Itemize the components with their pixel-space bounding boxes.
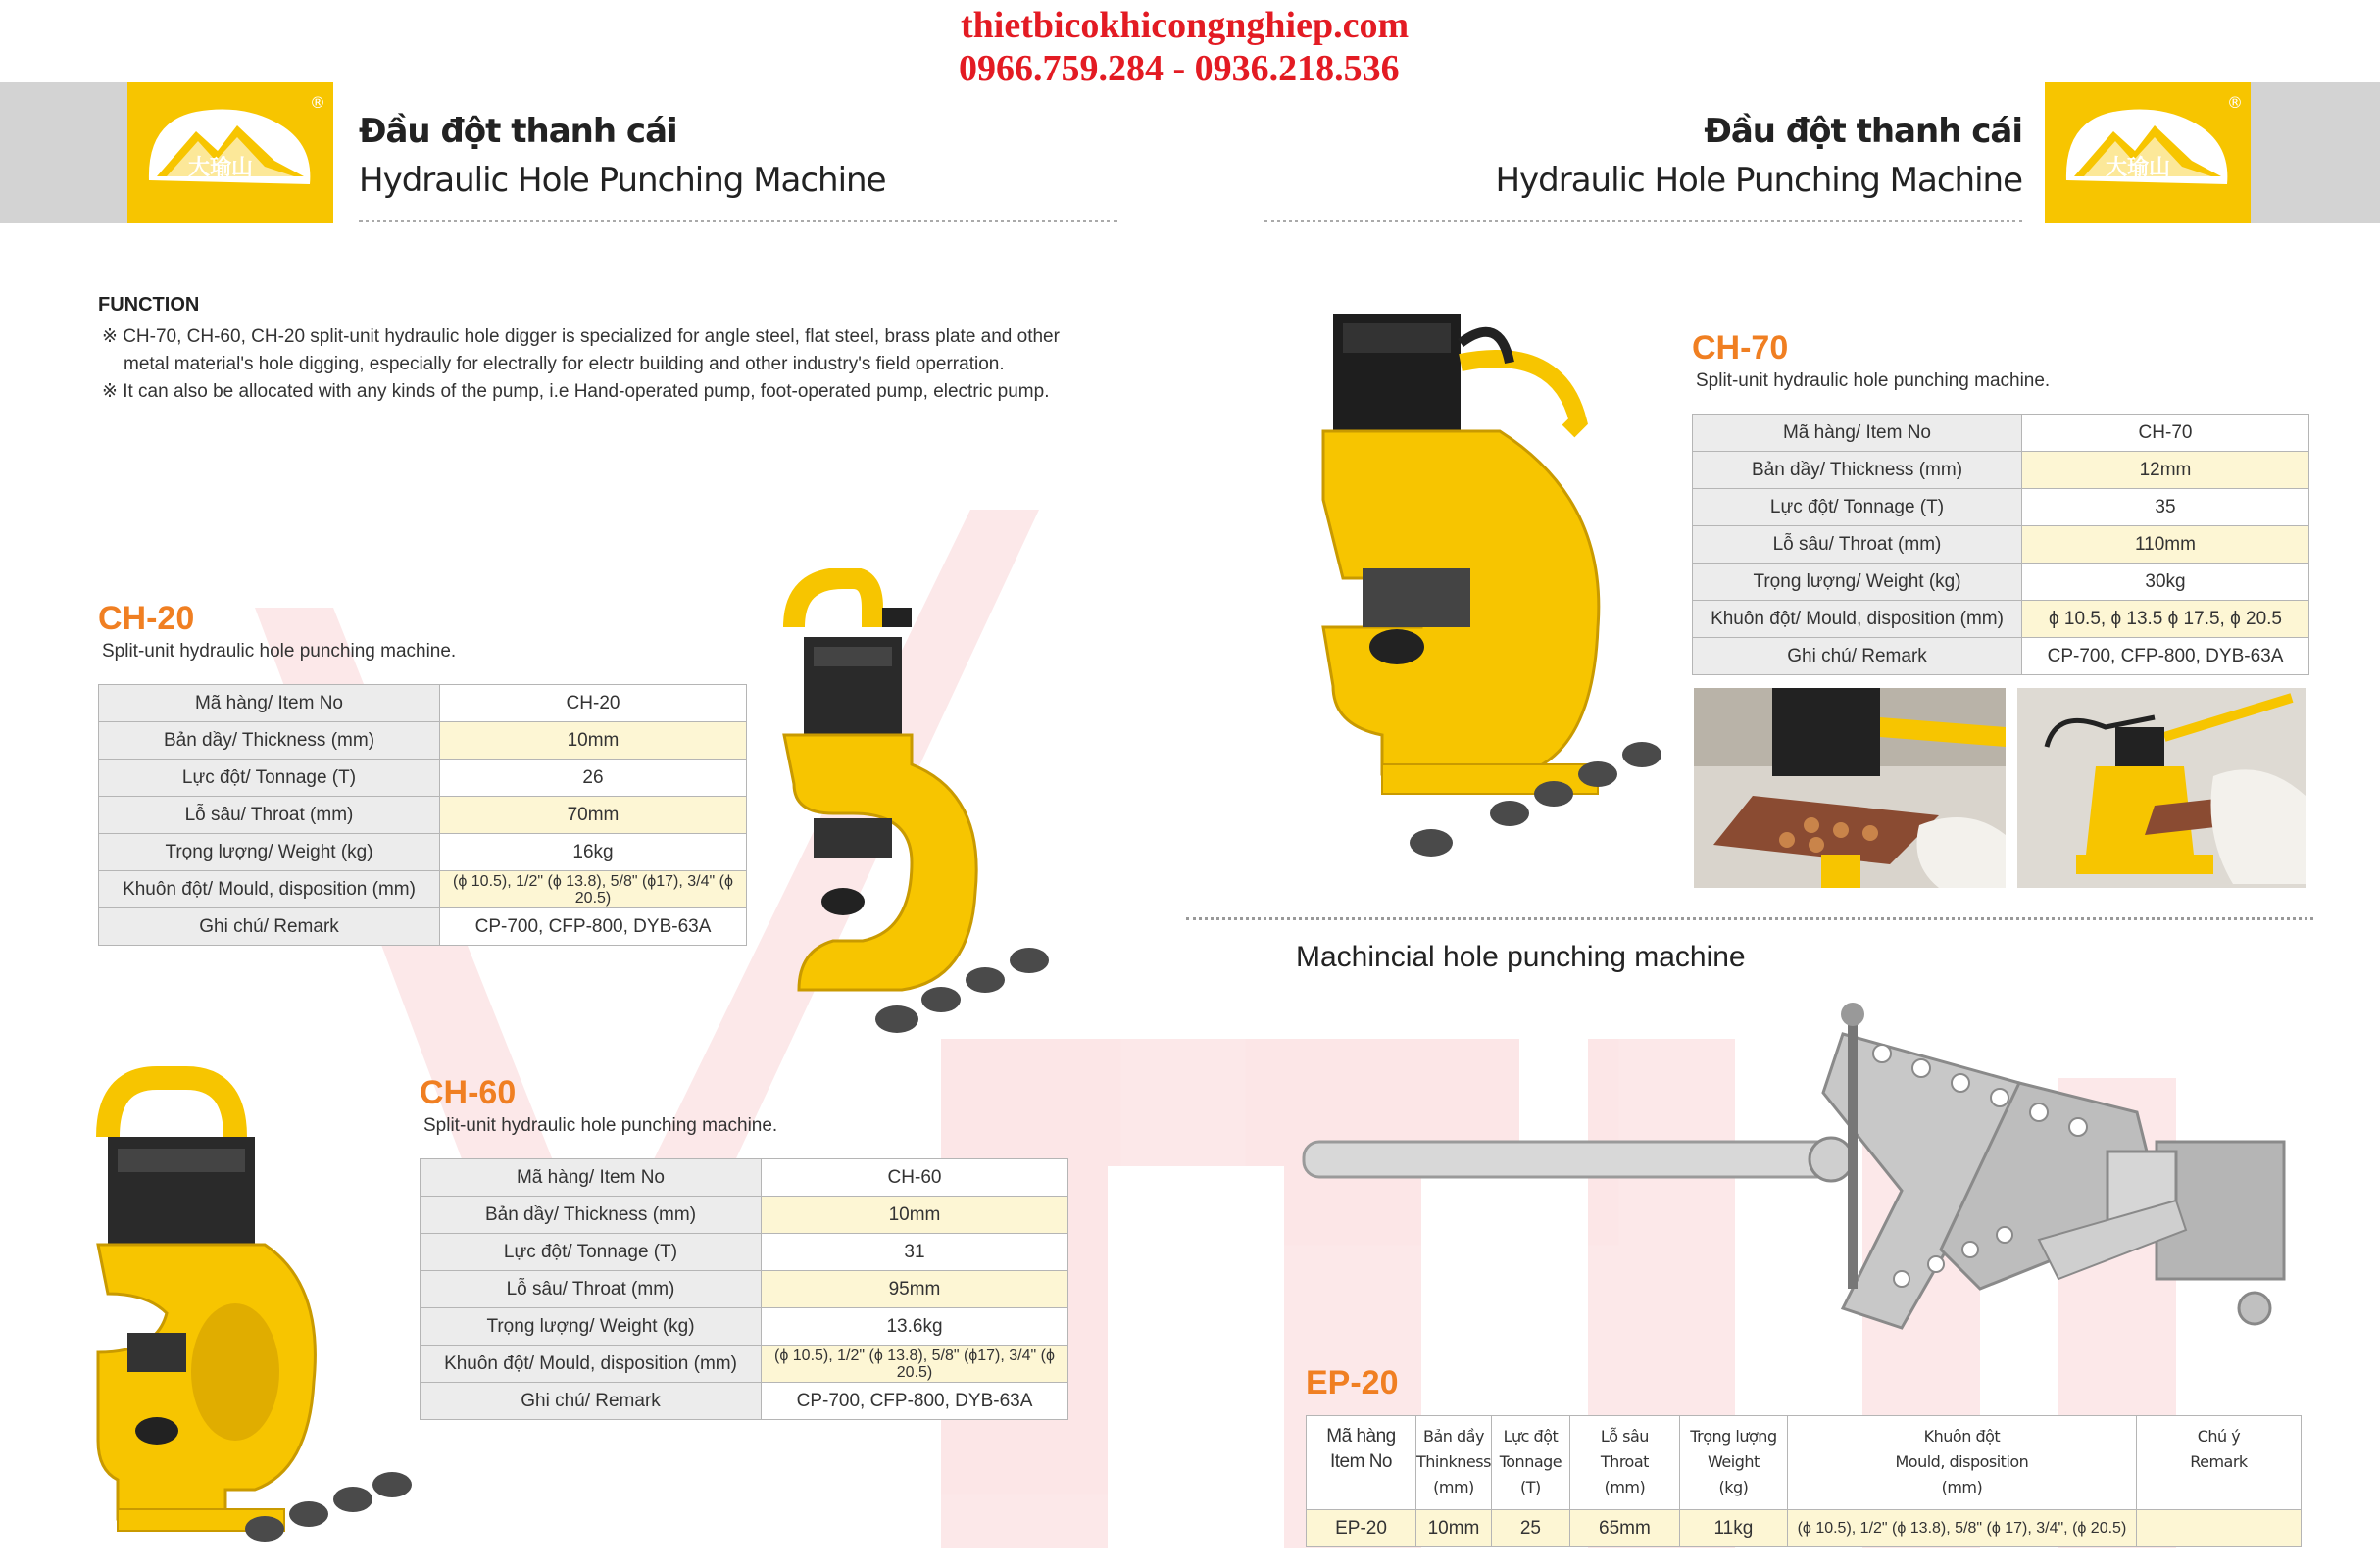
column-header: Bản dầy Thinkness (mm)	[1416, 1416, 1492, 1510]
function-line: ※ CH-70, CH-60, CH-20 split-unit hydraulic hole digger is specialized for angle steel, flat steel, brass plate and other metal material's hole digging, especially for electrally for electr building and other industry's field operration.	[102, 326, 1060, 374]
table-cell: EP-20	[1307, 1510, 1416, 1547]
table-row	[421, 1346, 1068, 1383]
ch60-description: Split-unit hydraulic hole punching machine.	[423, 1115, 778, 1136]
page-title-en-right: Hydraulic Hole Punching Machine	[1495, 161, 2022, 200]
spec-label: Trọng lượng/ Weight (kg)	[421, 1308, 762, 1346]
spec-label: Trọng lượng/ Weight (kg)	[99, 834, 440, 871]
logo-text: 大瑜山	[188, 156, 254, 180]
spec-value: 10mm	[762, 1197, 1068, 1234]
registered-mark: ®	[2227, 93, 2243, 112]
column-header: Mã hàng Item No	[1307, 1416, 1416, 1510]
table-row	[1693, 601, 2309, 638]
website-url[interactable]: thietbicokhicongnghiep.com	[961, 5, 1410, 46]
ch20-machine-image	[774, 568, 1098, 1039]
spec-value: 26	[440, 760, 747, 797]
table-cell	[2136, 1510, 2301, 1547]
spec-label: Lỗ sâu/ Throat (mm)	[99, 797, 440, 834]
spec-label: Mã hàng/ Item No	[99, 685, 440, 722]
brand-logo-right	[2045, 82, 2251, 223]
spec-label: Khuôn đột/ Mould, disposition (mm)	[421, 1346, 762, 1383]
table-row	[1693, 638, 2309, 675]
column-header: Lực đột Tonnage (T)	[1491, 1416, 1569, 1510]
table-row	[99, 908, 747, 946]
ch70-description: Split-unit hydraulic hole punching machine.	[1696, 370, 2051, 391]
function-description	[102, 323, 1092, 406]
table-row	[421, 1159, 1068, 1197]
spec-value: 10mm	[440, 722, 747, 760]
table-row	[1307, 1510, 2302, 1547]
spec-value: 95mm	[762, 1271, 1068, 1308]
ch60-machine-image	[88, 1058, 421, 1558]
ep20-code: EP-20	[1306, 1364, 1399, 1401]
header-band-left	[0, 82, 127, 223]
spec-label: Lực đột/ Tonnage (T)	[421, 1234, 762, 1271]
spec-value: CP-700, CFP-800, DYB-63A	[762, 1383, 1068, 1420]
spec-value: 35	[2022, 489, 2309, 526]
spec-value: CH-20	[440, 685, 747, 722]
table-cell: 11kg	[1679, 1510, 1787, 1547]
spec-value: 16kg	[440, 834, 747, 871]
table-row	[1693, 526, 2309, 564]
function-line: ※ It can also be allocated with any kinds of the pump, i.e Hand-operated pump, foot-operated pump, electric pump.	[102, 381, 1050, 402]
ep20-machine-image	[1294, 995, 2313, 1367]
spec-value: 13.6kg	[762, 1308, 1068, 1346]
table-row	[99, 871, 747, 908]
table-cell: 10mm	[1416, 1510, 1492, 1547]
table-row	[1693, 452, 2309, 489]
ch20-spec-table	[98, 684, 747, 946]
spec-label: Lực đột/ Tonnage (T)	[1693, 489, 2022, 526]
spec-value: CH-70	[2022, 415, 2309, 452]
spec-value: CP-700, CFP-800, DYB-63A	[2022, 638, 2309, 675]
spec-label: Lỗ sâu/ Throat (mm)	[421, 1271, 762, 1308]
table-row	[421, 1234, 1068, 1271]
table-cell: 65mm	[1569, 1510, 1679, 1547]
ch70-machine-image	[1304, 304, 1696, 862]
spec-label: Khuôn đột/ Mould, disposition (mm)	[1693, 601, 2022, 638]
ch70-usage-photo-1	[1694, 688, 2006, 888]
spec-value: ϕ 10.5, ϕ 13.5 ϕ 17.5, ϕ 20.5	[2022, 601, 2309, 638]
spec-value: 110mm	[2022, 526, 2309, 564]
spec-value: 31	[762, 1234, 1068, 1271]
ch20-description: Split-unit hydraulic hole punching machine.	[102, 641, 457, 662]
table-row	[421, 1383, 1068, 1420]
spec-label: Trọng lượng/ Weight (kg)	[1693, 564, 2022, 601]
table-row	[99, 834, 747, 871]
registered-mark: ®	[310, 93, 325, 112]
brand-logo-left	[127, 82, 333, 223]
column-header: Khuôn đột Mould, disposition (mm)	[1787, 1416, 2136, 1510]
spec-label: Mã hàng/ Item No	[1693, 415, 2022, 452]
logo-text: 大瑜山	[2106, 156, 2171, 180]
spec-value: CH-60	[762, 1159, 1068, 1197]
header-underline-right	[1264, 220, 2022, 222]
page-title-en-left: Hydraulic Hole Punching Machine	[359, 161, 886, 200]
table-row	[421, 1271, 1068, 1308]
spec-label: Lỗ sâu/ Throat (mm)	[1693, 526, 2022, 564]
spec-label: Ghi chú/ Remark	[99, 908, 440, 946]
spec-label: Bản dầy/ Thickness (mm)	[99, 722, 440, 760]
spec-value: 12mm	[2022, 452, 2309, 489]
table-cell: 25	[1491, 1510, 1569, 1547]
spec-value: 70mm	[440, 797, 747, 834]
table-row	[99, 722, 747, 760]
table-row	[99, 685, 747, 722]
table-row	[421, 1197, 1068, 1234]
table-row	[99, 760, 747, 797]
ch60-spec-table	[420, 1158, 1068, 1420]
ch70-usage-photo-2	[2017, 688, 2306, 888]
table-row	[1693, 564, 2309, 601]
ch70-spec-table	[1692, 414, 2309, 675]
spec-label: Ghi chú/ Remark	[1693, 638, 2022, 675]
header-band-right	[2248, 82, 2380, 223]
spec-label: Bản dầy/ Thickness (mm)	[1693, 452, 2022, 489]
spec-value: CP-700, CFP-800, DYB-63A	[440, 908, 747, 946]
table-header-row	[1307, 1416, 2302, 1510]
table-cell: (ϕ 10.5), 1/2" (ϕ 13.8), 5/8" (ϕ 17), 3/4", (ϕ 20.5)	[1787, 1510, 2136, 1547]
table-row	[99, 797, 747, 834]
spec-label: Mã hàng/ Item No	[421, 1159, 762, 1197]
phone-numbers: 0966.759.284 - 0936.218.536	[959, 48, 1400, 89]
table-row	[1693, 489, 2309, 526]
table-row	[1693, 415, 2309, 452]
table-row	[421, 1308, 1068, 1346]
header-underline-left	[359, 220, 1117, 222]
spec-label: Lực đột/ Tonnage (T)	[99, 760, 440, 797]
page-title-vi-left: Đầu đột thanh cái	[359, 112, 677, 151]
spec-label: Bản dầy/ Thickness (mm)	[421, 1197, 762, 1234]
ch20-code: CH-20	[98, 600, 195, 637]
column-header: Chú ý Remark	[2136, 1416, 2301, 1510]
spec-value: 30kg	[2022, 564, 2309, 601]
function-heading: FUNCTION	[98, 294, 200, 316]
ch60-code: CH-60	[420, 1074, 517, 1111]
ep20-spec-table	[1306, 1415, 2302, 1547]
spec-label: Khuôn đột/ Mould, disposition (mm)	[99, 871, 440, 908]
page-title-vi-right: Đầu đột thanh cái	[1704, 112, 2022, 151]
ch70-code: CH-70	[1692, 329, 1789, 367]
section-divider	[1186, 917, 2313, 920]
mechanical-section-title: Machincial hole punching machine	[1296, 941, 1746, 973]
spec-label: Ghi chú/ Remark	[421, 1383, 762, 1420]
column-header: Trọng lượng Weight (kg)	[1679, 1416, 1787, 1510]
spec-value: (ϕ 10.5), 1/2" (ϕ 13.8), 5/8" (ϕ17), 3/4" (ϕ 20.5)	[440, 871, 747, 908]
column-header: Lỗ sâu Throat (mm)	[1569, 1416, 1679, 1510]
spec-value: (ϕ 10.5), 1/2" (ϕ 13.8), 5/8" (ϕ17), 3/4" (ϕ 20.5)	[762, 1346, 1068, 1383]
